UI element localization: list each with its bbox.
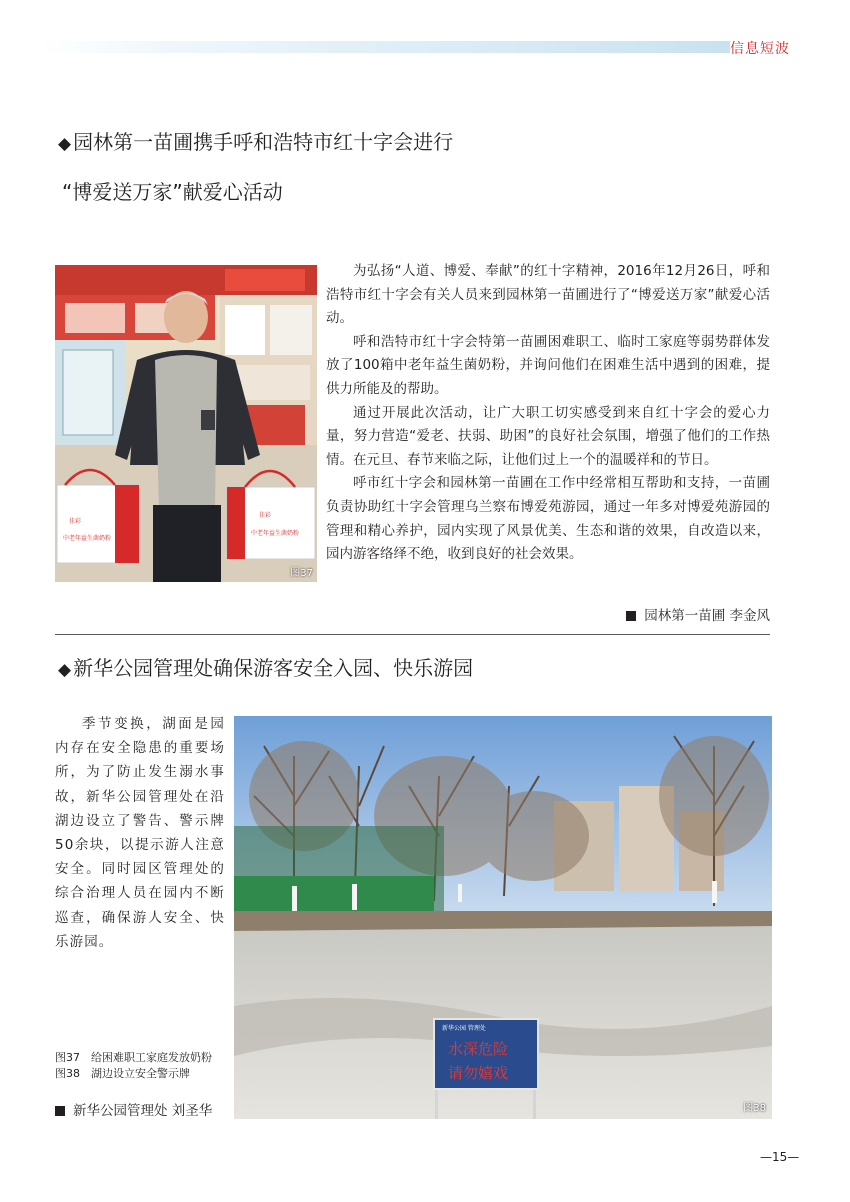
article1-title <box>58 126 453 208</box>
photo-lake-illustration <box>234 716 772 1119</box>
diamond-bullet-icon: ◆ <box>58 660 72 680</box>
sign-top-text: 新华公园 管理处 <box>442 1025 486 1032</box>
section-tag: 信息短波 <box>730 41 790 57</box>
article1-paragraph: 呼市红十字会和园林第一苗圃在工作中经常相互帮助和支持，一苗圃负责协助红十字会管理乌兰察布博爱苑游园，通过一年多对博爱苑游园的管理和精心养护，园内实现了风景优美、生态和谐的效果，自改造以来，园内游客络绎不绝，收到良好的社会效果。 <box>326 475 770 563</box>
photo-milk-distribution-illustration <box>55 265 317 582</box>
box-right-brand: 佳彩 <box>259 512 272 519</box>
article2-title-text: 新华公园管理处确保游客安全入园、快乐游园 <box>73 656 474 680</box>
header-band-tip <box>715 41 731 53</box>
box-right-text: 中老年益生菌奶粉 <box>251 530 300 537</box>
byline-square-icon <box>626 611 636 621</box>
article1-paragraph: 呼和浩特市红十字会特第一苗圃困难职工、临时工家庭等弱势群体发放了100箱中老年益生菌奶粉，并询问他们在困难生活中遇到的困难，提供力所能及的帮助。 <box>326 333 770 397</box>
header-band <box>40 41 730 53</box>
photo38-label: 图38 <box>743 1103 766 1114</box>
box-left-text: 中老年益生菌奶粉 <box>63 535 112 542</box>
article2-paragraph: 季节变换，湖面是园内存在安全隐患的重要场所，为了防止发生溺水事故，新华公园管理处在沿湖边设立了警告、警示牌50余块，以提示游人注意安全。同时园区管理处的综合治理人员在园内不断巡查，确保游人安全、快乐游园。 <box>55 716 225 950</box>
caption-fig38: 图38 湖边设立安全警示牌 <box>55 1067 190 1080</box>
photo37-label: 图37 <box>290 568 313 579</box>
article2-byline <box>55 1099 212 1119</box>
photo-lake-warning-sign <box>234 716 772 1119</box>
caption-fig37: 图37 给困难职工家庭发放奶粉 <box>55 1051 212 1064</box>
box-left-brand: 佳彩 <box>69 518 82 525</box>
article2-byline-text: 新华公园管理处 刘圣华 <box>73 1103 213 1119</box>
diamond-bullet-icon: ◆ <box>58 134 72 154</box>
byline-square-icon <box>55 1106 65 1116</box>
page-number: —15— <box>760 1150 800 1164</box>
sign-line1: 水深危险 <box>448 1040 509 1058</box>
article1-byline-text: 园林第一苗圃 李金风 <box>644 608 770 624</box>
article1-title-line2: “博爱送万家”献爱心活动 <box>62 180 283 204</box>
figure-captions <box>55 1050 212 1082</box>
article1-title-line1: 园林第一苗圃携手呼和浩特市红十字会进行 <box>73 130 454 154</box>
section-divider <box>55 634 770 635</box>
article2-body <box>55 712 225 954</box>
article1-paragraph: 通过开展此次活动，让广大职工切实感受到来自红十字会的爱心力量，努力营造“爱老、扶弱、助困”的良好社会氛围，增强了他们的工作热情。在元旦、春节来临之际，让他们过上一个的温暖祥和的节日。 <box>326 404 770 468</box>
photo-milk-distribution <box>55 265 317 582</box>
article1-byline <box>626 604 770 624</box>
article1-paragraph: 为弘扬“人道、博爱、奉献”的红十字精神，2016年12月26日，呼和浩特市红十字会有关人员来到园林第一苗圃进行了“博爱送万家”献爱心活动。 <box>326 263 770 327</box>
article1-body <box>326 260 770 567</box>
article2-title <box>58 652 473 686</box>
sign-line2: 请勿嬉戏 <box>448 1064 509 1082</box>
